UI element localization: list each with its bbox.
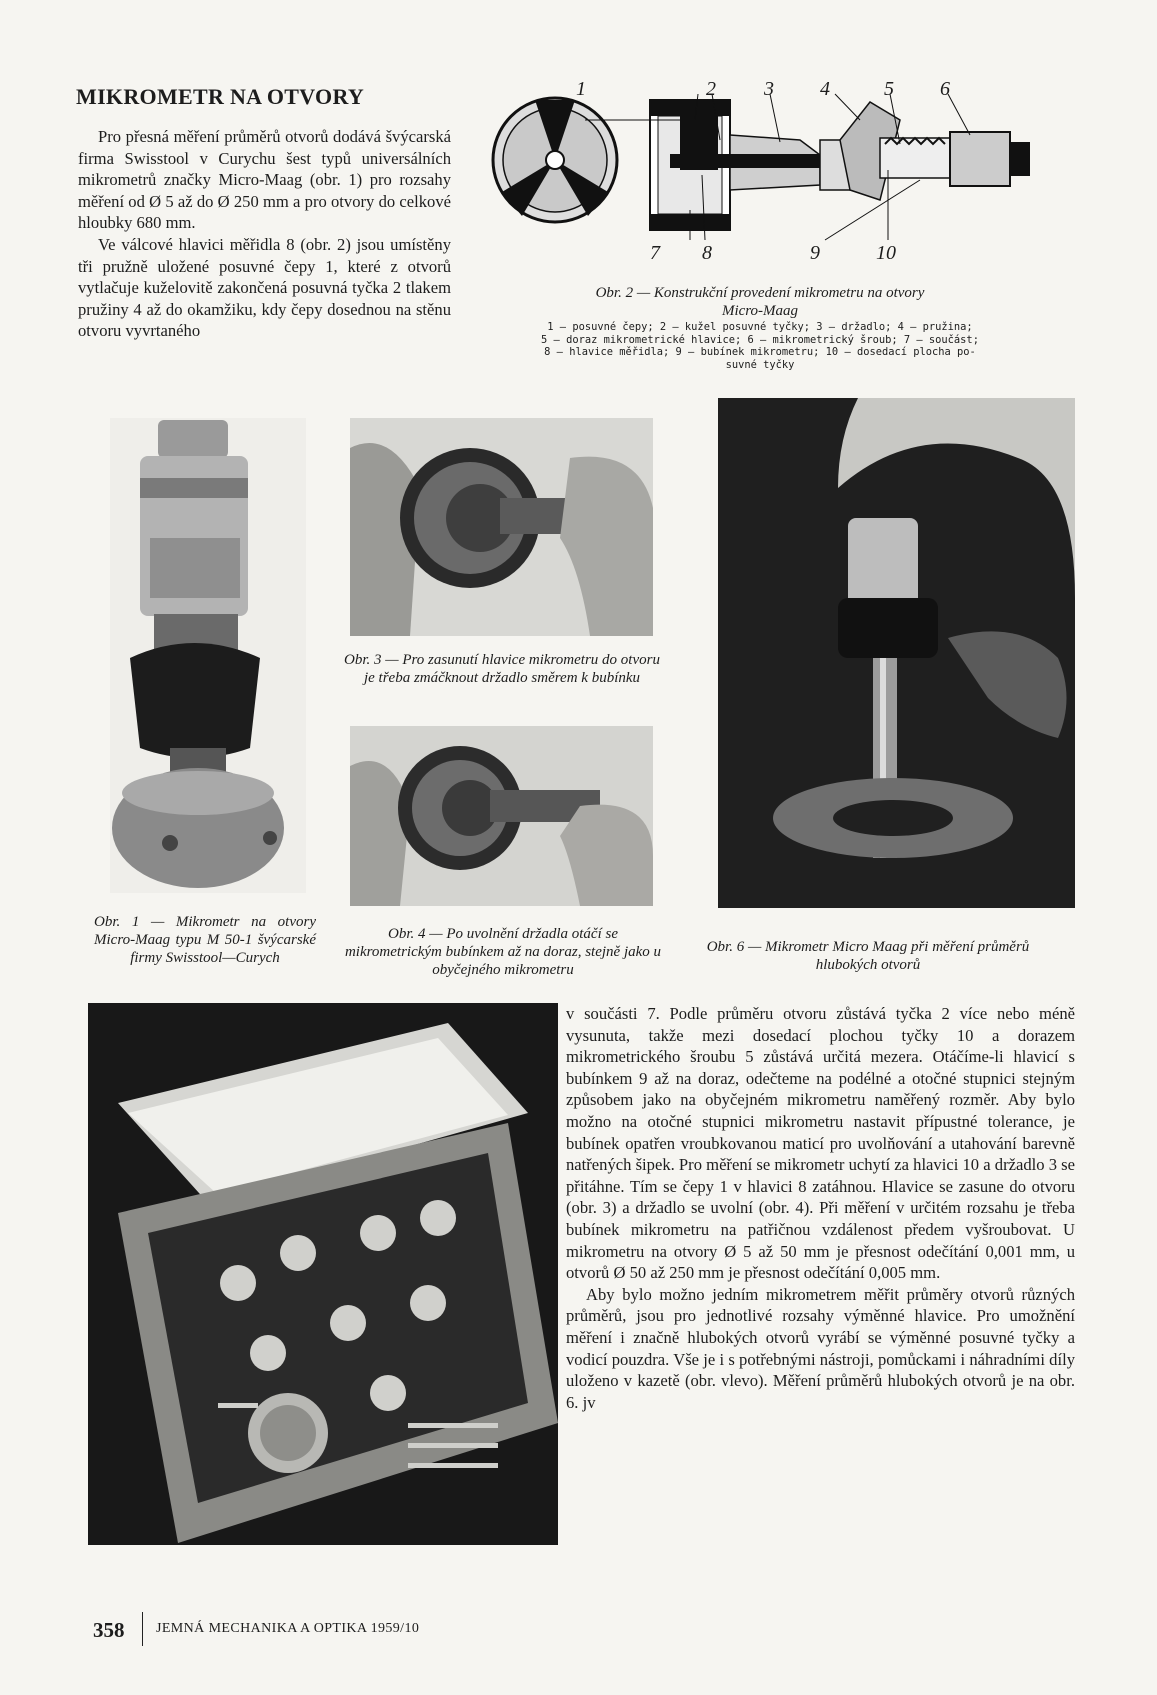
paragraph: Aby bylo možno jedním mikrometrem měřit průměry otvorů různých průměrů, jsou pro jednotlivé rozsahy výměnné hlavice. Pro umožnění měření i značně hlubokých otvorů vyrábí se výměnné posuvné tyčky a vodicí pouzdra. Vše je i s potřebnými nástroji, pomůckami i náhradními díly uloženo v kazetě (obr. vlevo). Měření průměrů hlubokých otvorů je na obr. 6. jv xyxy=(566,1284,1075,1412)
figure-2-number-1: 1 xyxy=(576,78,586,100)
figure-2-number-7: 7 xyxy=(650,242,660,264)
paragraph: Ve válcové hlavici měřidla 8 (obr. 2) jsou umístěny tři pružně uložené posuvné čepy 1, které z otvorů vytlačuje kuželovitě zakončená posuvná tyčka 2 tlakem pružiny 4 až do okamžiku, kdy čepy dosednou na stěnu otvoru vyvrtaného xyxy=(78,234,451,341)
body-text-column-2 xyxy=(566,1003,1075,1413)
figure-2-number-2: 2 xyxy=(706,78,716,100)
figure-1-photo xyxy=(110,418,306,893)
body-text-column-1 xyxy=(78,126,451,342)
page-number: 358 xyxy=(93,1618,125,1642)
figure-2-caption-line: Micro-Maag xyxy=(721,303,799,319)
figure-6-photo xyxy=(718,398,1075,908)
figure-1-caption: Obr. 1 — Mikrometr na otvory Micro-Maag typu M 50-1 švýcarské firmy Swisstool—Curych xyxy=(94,914,316,966)
figure-2-number-4: 4 xyxy=(820,78,830,100)
legend-line: suvné tyčky xyxy=(725,358,795,371)
paragraph: Pro přesná měření průměrů otvorů dodává švýcarská firma Swisstool v Curychu šest typů universálních mikrometrů značky Micro-Maag (obr. 1) pro rozsahy měření od Ø 5 až do Ø 250 mm a pro otvory do celkové hloubky 680 mm. xyxy=(78,127,451,233)
figure-3-photo xyxy=(350,418,653,636)
article-title: MIKROMETR NA OTVORY xyxy=(76,84,365,109)
case-photo xyxy=(88,1003,558,1545)
figure-3-caption: Obr. 3 — Pro zasunutí hlavice mikrometru do otvoru je třeba zmáčknout držadlo směrem k bubínku xyxy=(344,652,660,686)
figure-2-number-5: 5 xyxy=(884,78,894,100)
figure-6-caption: Obr. 6 — Mikrometr Micro Maag při měření průměrů hlubokých otvorů xyxy=(706,939,1030,973)
figure-2-number-3: 3 xyxy=(764,78,774,100)
figure-2-drawing xyxy=(480,80,1040,270)
figure-2-caption-line: Obr. 2 — Konstrukční provedení mikrometru na otvory xyxy=(595,285,925,301)
paragraph: v součásti 7. Podle průměru otvoru zůstává tyčka 2 více nebo méně vysunuta, takže mezi dosedací plochou tyčky 10 a dorazem mikrometrického šroubu 5 zůstává určitá mezera. Otáčíme-li hlavicí s bubínkem 9 až na doraz, odečteme na podélné a otočné stupnici stejným způsobem jako na obyčejném mikrometru naměřený rozměr. Aby bylo možno na otočné stupnici mikrometru nastavit přípustné tolerance, je bubínek opatřen vroubkovanou maticí pro uvolňování a utahování barevně natřených šipek. Pro měření se mikrometr uchytí za hlavici 10 a držadlo 3 se přitáhne. Tím se čepy 1 v hlavici 8 zatáhnou. Hlavice se zasune do otvoru (obr. 3) a držadlo se uvolní (obr. 4). Při měření v určitém rozsahu je třeba bubínek mikrometru na patřičnou vzdálenost předem vyšroubovat. U mikrometru na otvory Ø 5 až 50 mm je přesnost odečítání 0,001 mm, u otvorů Ø 50 až 250 mm je přesnost odečítání 0,005 mm. xyxy=(566,1004,1075,1283)
legend-line: 8 — hlavice měřidla; 9 — bubínek mikrometru; 10 — dosedací plocha po- xyxy=(544,346,976,358)
micrometer-cross-section-drawing xyxy=(480,80,1040,270)
figure-4-caption: Obr. 4 — Po uvolnění držadla otáčí se mikrometrickým bubínkem až na doraz, stejně jako u obyčejného mikrometru xyxy=(344,926,662,978)
figure-2-number-8: 8 xyxy=(702,242,712,264)
figure-2-legend xyxy=(476,321,1044,371)
figure-4-photo xyxy=(350,726,653,906)
figure-2-number-9: 9 xyxy=(810,242,820,264)
footer-divider xyxy=(142,1612,143,1646)
legend-line: 1 — posuvné čepy; 2 — kužel posuvné tyčky; 3 — držadlo; 4 — pružina; xyxy=(547,321,973,333)
legend-line: 5 — doraz mikrometrické hlavice; 6 — mikrometrický šroub; 7 — součást; xyxy=(541,333,979,346)
figure-2-caption xyxy=(480,284,1040,320)
figure-2-number-10: 10 xyxy=(876,242,896,264)
figure-2-number-6: 6 xyxy=(940,78,950,100)
journal-title: JEMNÁ MECHANIKA A OPTIKA 1959/10 xyxy=(156,1621,420,1636)
